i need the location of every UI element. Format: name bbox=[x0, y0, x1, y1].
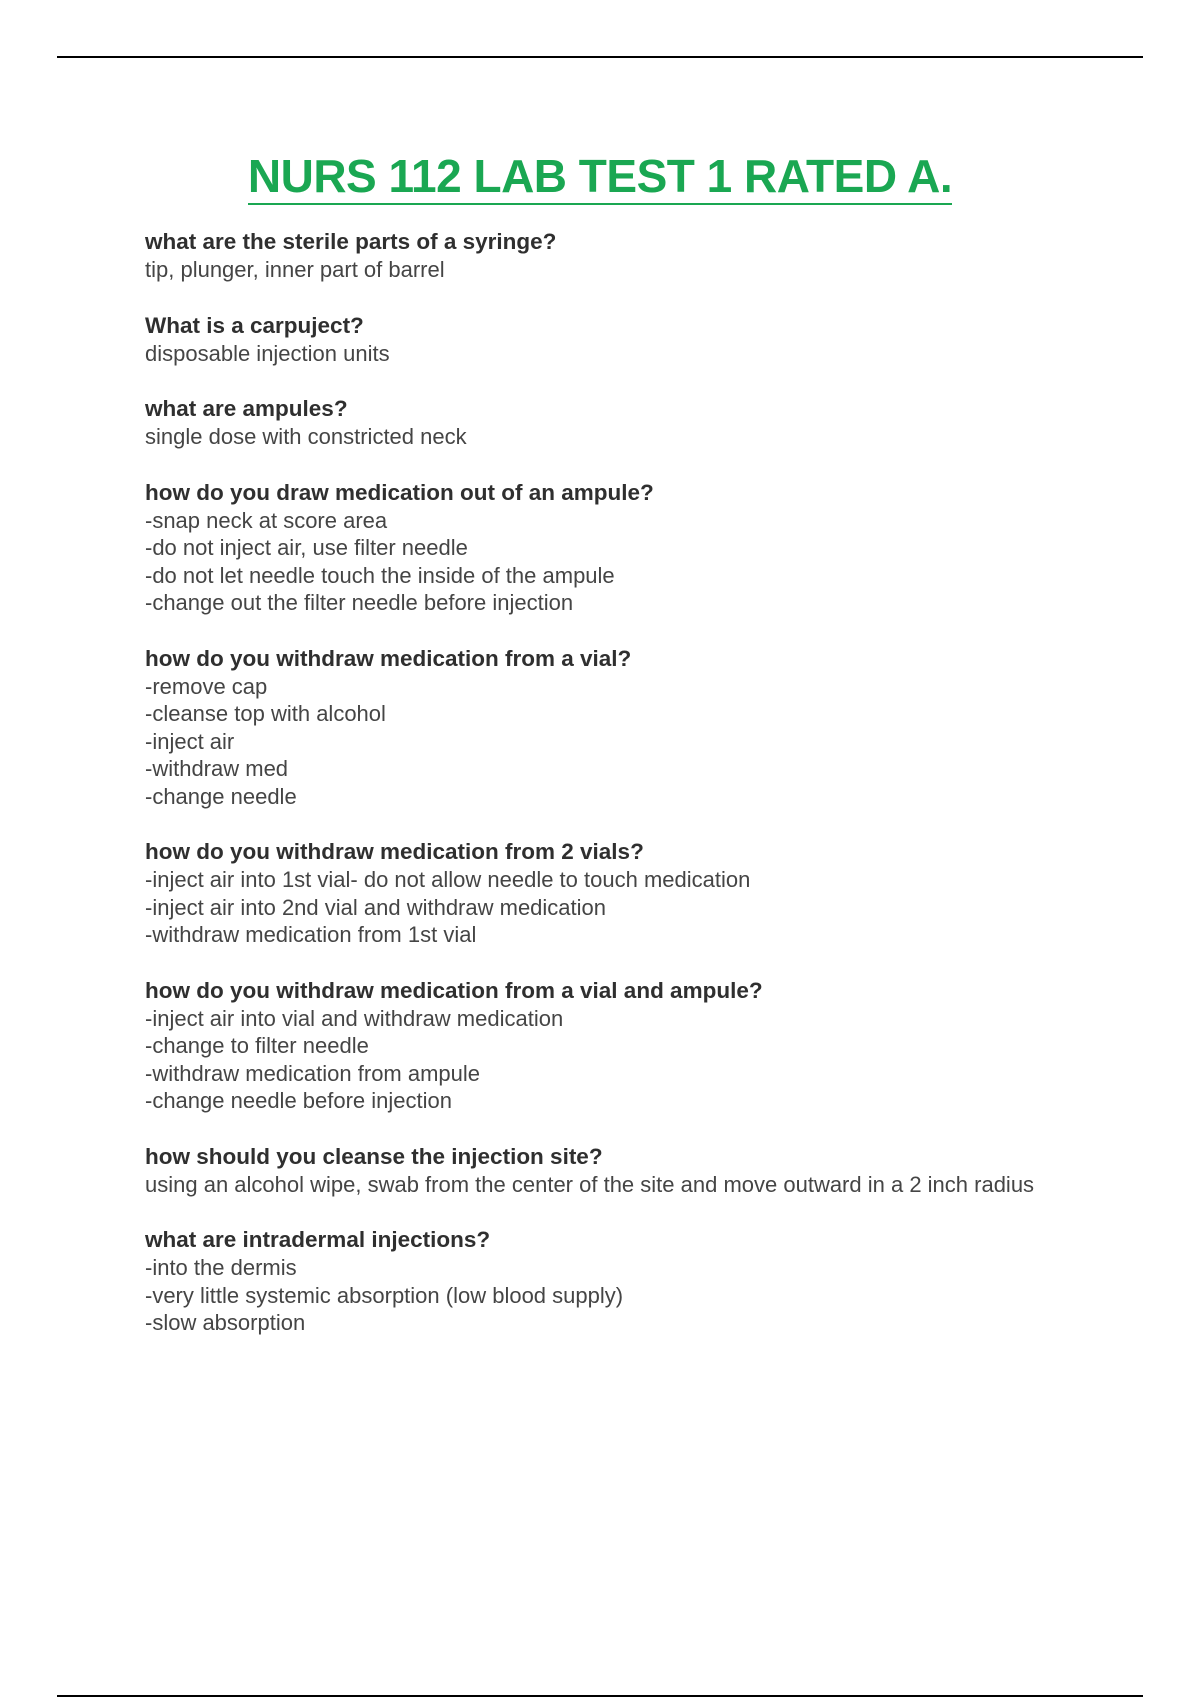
question-text: What is a carpuject? bbox=[145, 312, 364, 338]
question-text: what are ampules? bbox=[145, 396, 348, 421]
answer-line: single dose with constricted neck bbox=[145, 424, 467, 449]
answer-line: -change needle bbox=[145, 783, 297, 809]
question-text: how should you cleanse the injection site? bbox=[145, 1143, 603, 1169]
footer-rule bbox=[57, 1695, 1143, 1697]
answer-line: -into the dermis bbox=[145, 1255, 297, 1280]
answer-line: -cleanse top with alcohol bbox=[145, 701, 386, 726]
qa-item bbox=[145, 1143, 1085, 1199]
qa-list bbox=[145, 228, 1085, 1365]
qa-item bbox=[145, 479, 1085, 617]
page-title: NURS 112 LAB TEST 1 RATED A. bbox=[248, 150, 952, 205]
qa-item bbox=[145, 838, 1085, 949]
answer-line: -do not inject air, use filter needle bbox=[145, 535, 468, 560]
qa-item bbox=[145, 228, 1085, 284]
header-rule bbox=[57, 56, 1143, 58]
answer-line: -change needle before injection bbox=[145, 1088, 453, 1113]
answer-line: -inject air into 2nd vial and withdraw medication bbox=[145, 894, 607, 920]
question-text: what are intradermal injections? bbox=[145, 1227, 491, 1252]
qa-item bbox=[145, 312, 1085, 368]
answer-line: -inject air into vial and withdraw medication bbox=[145, 1005, 564, 1031]
answer-line: -change to filter needle bbox=[145, 1033, 369, 1058]
answer-line: disposable injection units bbox=[145, 340, 390, 366]
answer-line: -withdraw med bbox=[145, 756, 289, 781]
qa-item bbox=[145, 645, 1085, 811]
answer-line: -remove cap bbox=[145, 673, 268, 699]
answer-line: -inject air into 1st vial- do not allow needle to touch medication bbox=[145, 867, 751, 892]
qa-item bbox=[145, 1226, 1085, 1337]
answer-line: -inject air bbox=[145, 728, 235, 754]
title-block bbox=[0, 150, 1200, 205]
answer-line: -withdraw medication from 1st vial bbox=[145, 922, 477, 947]
answer-line: -snap neck at score area bbox=[145, 507, 388, 533]
answer-line: tip, plunger, inner part of barrel bbox=[145, 257, 445, 282]
answer-line: using an alcohol wipe, swab from the center of the site and move outward in a 2 inch radius bbox=[145, 1171, 1035, 1197]
question-text: how do you withdraw medication from 2 vials? bbox=[145, 839, 644, 864]
question-text: what are the sterile parts of a syringe? bbox=[145, 229, 557, 254]
answer-line: -slow absorption bbox=[145, 1310, 306, 1335]
question-text: how do you withdraw medication from a vial and ampule? bbox=[145, 977, 763, 1003]
qa-item bbox=[145, 977, 1085, 1115]
answer-line: -very little systemic absorption (low blood supply) bbox=[145, 1282, 624, 1308]
answer-line: -withdraw medication from ampule bbox=[145, 1060, 481, 1086]
answer-line: -do not let needle touch the inside of the ampule bbox=[145, 562, 615, 588]
question-text: how do you draw medication out of an ampule? bbox=[145, 479, 654, 505]
qa-item bbox=[145, 395, 1085, 451]
answer-line: -change out the filter needle before injection bbox=[145, 590, 574, 615]
question-text: how do you withdraw medication from a vial? bbox=[145, 645, 632, 671]
